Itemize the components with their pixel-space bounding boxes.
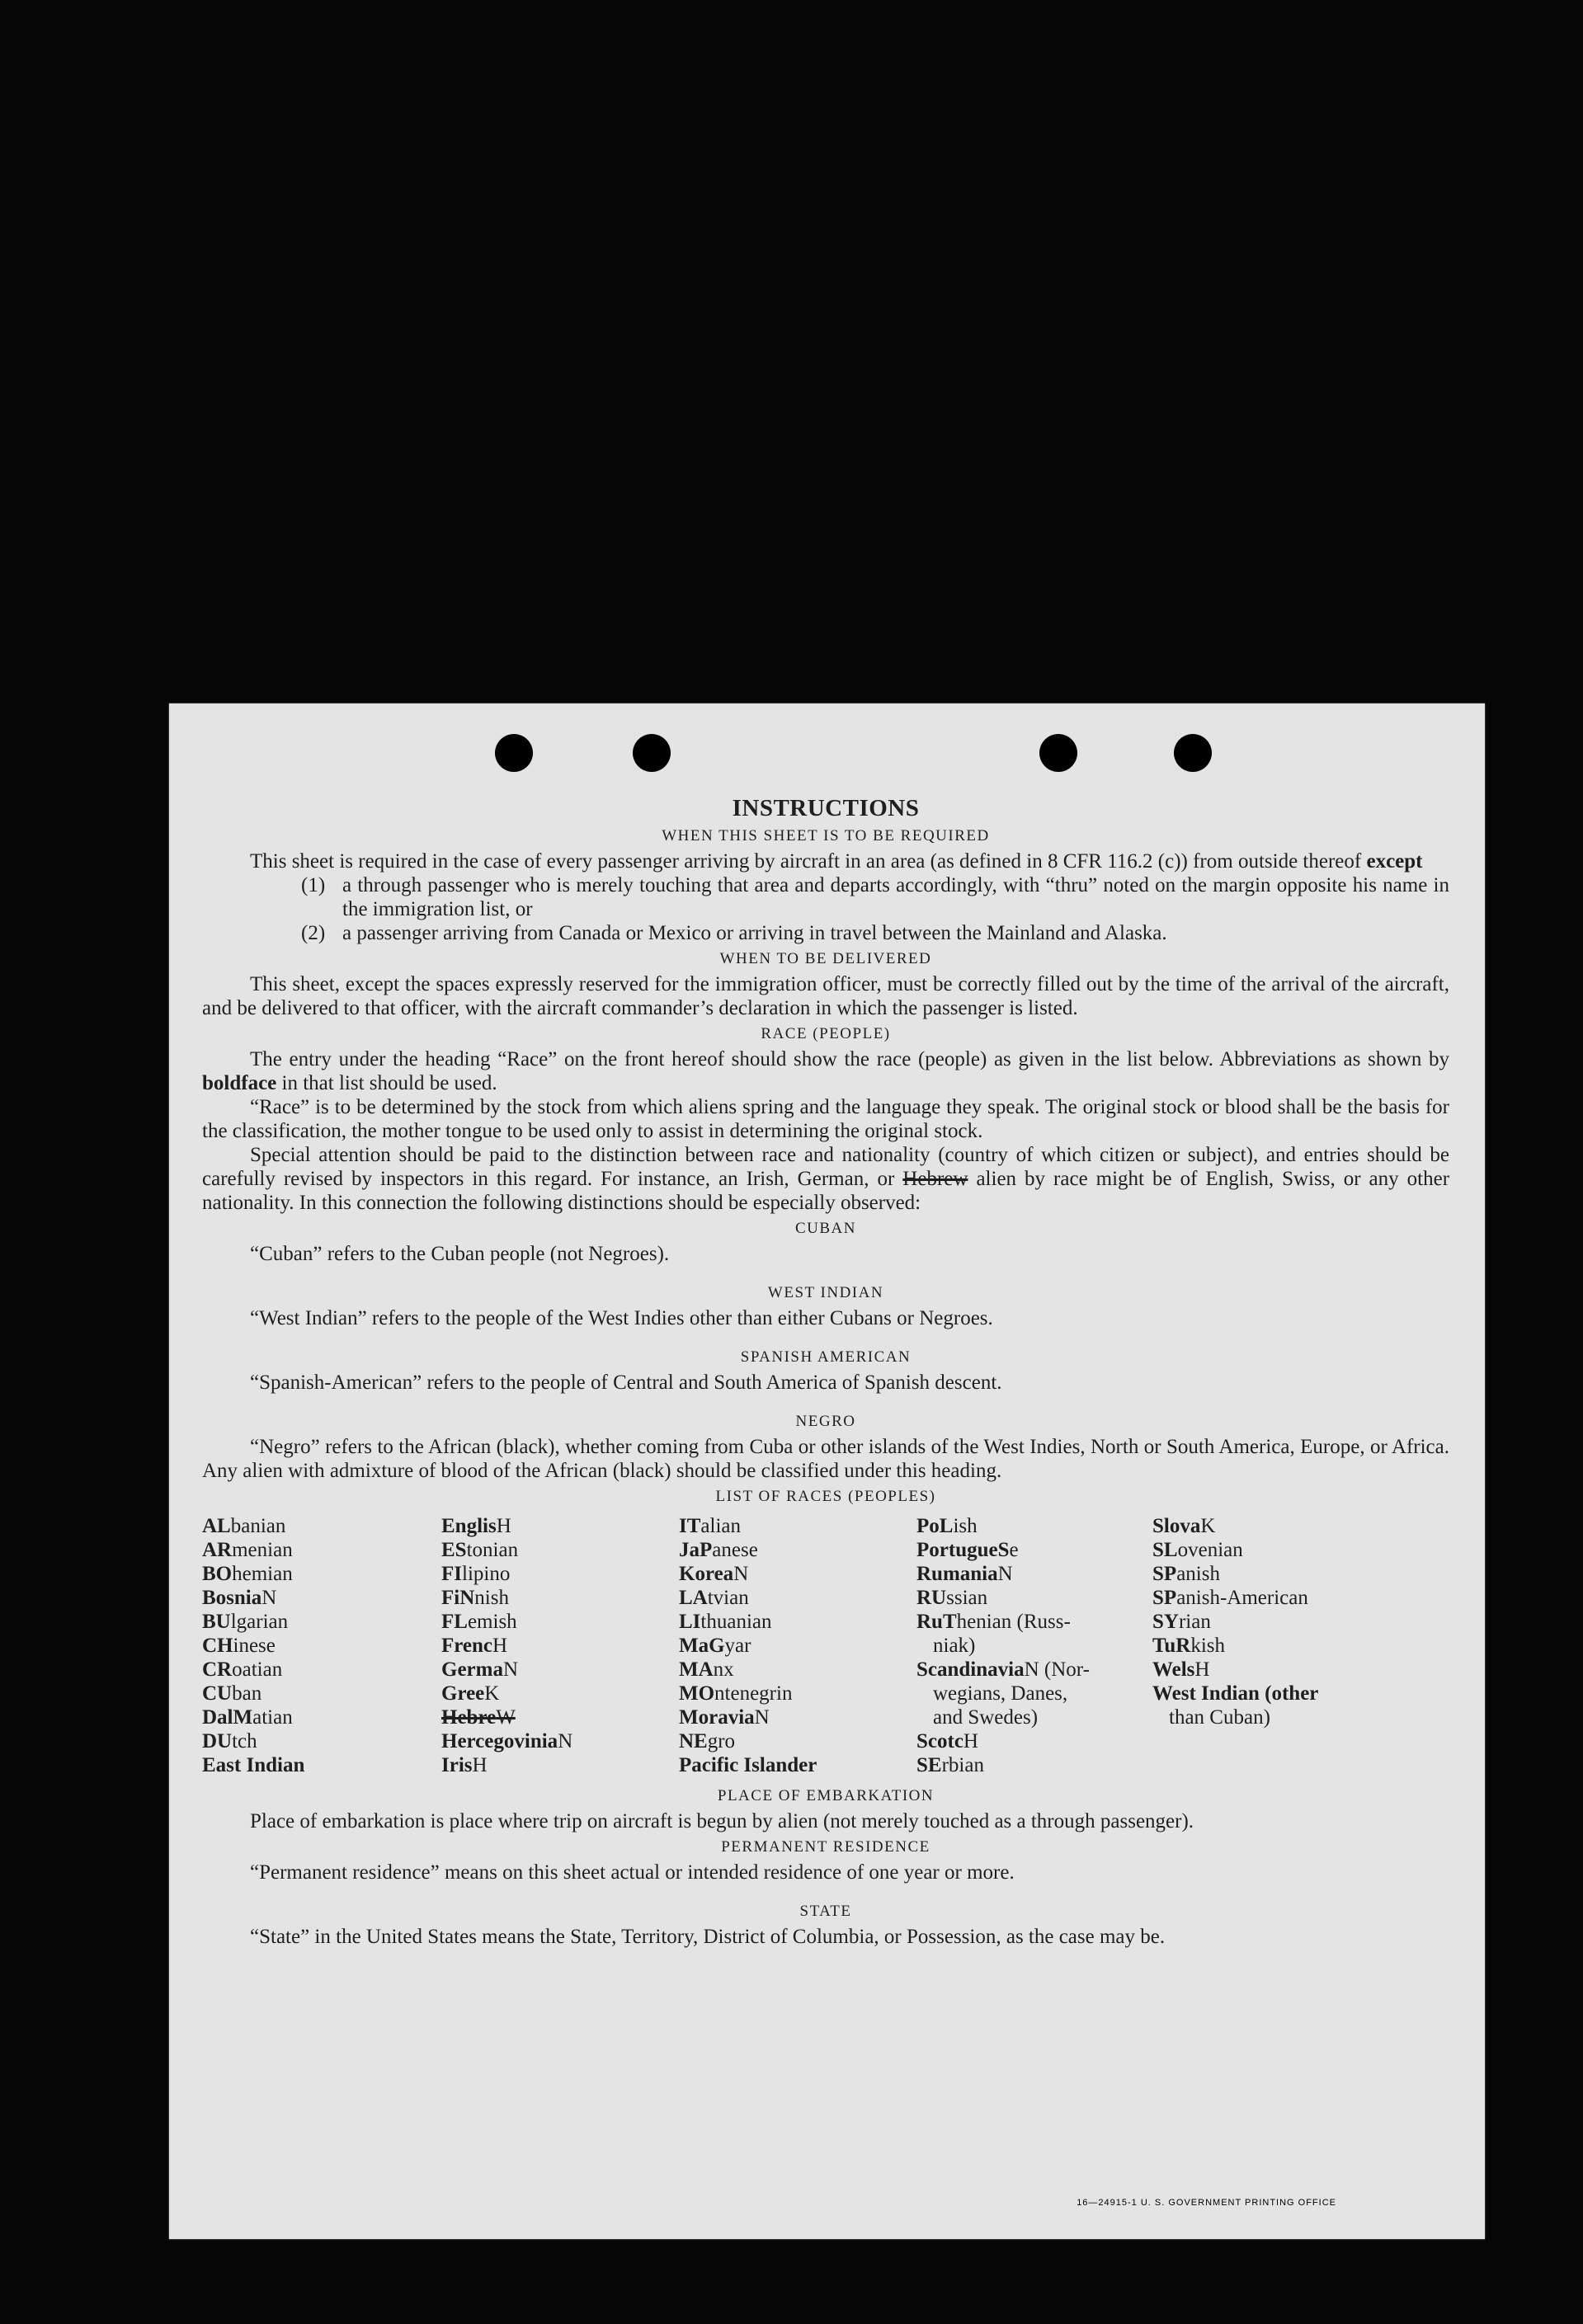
race-entry: East Indian (202, 1754, 305, 1776)
race-entry: PortugueSe (916, 1539, 1019, 1561)
race-entry: wegians, Danes, (933, 1682, 1068, 1705)
heading-spanish-american: SPANISH AMERICAN (740, 1348, 912, 1366)
punch-hole (495, 734, 533, 772)
punch-hole (1039, 734, 1077, 772)
race-entry: SPanish-American (1152, 1587, 1308, 1609)
document-sheet (169, 703, 1485, 2239)
races-column (679, 1514, 916, 1777)
race-entry: than Cuban) (1169, 1706, 1270, 1729)
race-entry: MAnx (679, 1658, 734, 1681)
race-entry: SPanish (1152, 1563, 1220, 1585)
heading-list-of-races: LIST OF RACES (PEOPLES) (715, 1488, 936, 1505)
state-text: “State” in the United States means the State, Territory, District of Columbia, or Possession, as the case may be. (250, 1926, 1166, 1948)
race-entry: MaGyar (679, 1635, 751, 1657)
permanent-residence-text: “Permanent residence” means on this sheet actual or intended residence of one year or more. (250, 1861, 1015, 1884)
race-entry: FIlipino (441, 1563, 511, 1585)
races-column (441, 1514, 679, 1777)
race-entry: RuThenian (Russ- (916, 1611, 1071, 1633)
race-entry: MOntenegrin (679, 1682, 793, 1705)
race-entry: DalMatian (202, 1706, 293, 1729)
cuban-text: “Cuban” refers to the Cuban people (not Negroes). (250, 1243, 670, 1265)
heading-when-delivered: WHEN TO BE DELIVERED (719, 950, 932, 967)
race-entry: EnglisH (441, 1515, 511, 1537)
race-entry: SErbian (916, 1754, 984, 1776)
race-entry: CUban (202, 1682, 262, 1705)
race-entry: TuRkish (1152, 1635, 1226, 1657)
race-entry: IrisH (441, 1754, 488, 1776)
race-entry: ScandinaviaN (Nor- (916, 1658, 1090, 1681)
races-column (1152, 1514, 1367, 1777)
races-column (916, 1514, 1152, 1777)
race-entry: RUssian (916, 1587, 988, 1609)
race-entry: ScotcH (916, 1730, 978, 1752)
race-entry: JaPanese (679, 1539, 758, 1561)
race-entry: West Indian (other (1152, 1682, 1319, 1705)
race-entry: GermaN (441, 1658, 519, 1681)
race-entry: WelsH (1152, 1658, 1210, 1681)
race-entry: CHinese (202, 1635, 276, 1657)
heading-cuban: CUBAN (794, 1220, 856, 1237)
page-title: INSTRUCTIONS (732, 795, 920, 821)
heading-west-indian: WEST INDIAN (767, 1284, 884, 1301)
race-entry: SYrian (1152, 1611, 1211, 1633)
race-entry: LAtvian (679, 1587, 749, 1609)
punch-hole (1174, 734, 1212, 772)
race-entry: EStonian (441, 1539, 519, 1561)
heading-race: RACE (PEOPLE) (761, 1025, 891, 1042)
race-entry: ARmenian (202, 1539, 293, 1561)
race-paragraph-2: “Race” is to be determined by the stock from which aliens spring and the language they speak. The original stock or blood shall be the basis for the classification, the mother tongue to be used only to assist in determining the original stock. (202, 1096, 1449, 1142)
heading-when-required: WHEN THIS SHEET IS TO BE REQUIRED (662, 827, 990, 844)
embarkation-text: Place of embarkation is place where trip on aircraft is begun by alien (not merely touched as a through passenger). (250, 1810, 1194, 1832)
race-entry: FiNnish (441, 1587, 509, 1609)
race-paragraph-1: The entry under the heading “Race” on the front hereof should show the race (people) as given in the list below. Abbreviations as shown by boldface in that list should be used. (202, 1048, 1449, 1094)
race-entry: ITalian (679, 1515, 741, 1537)
when-delivered-text: This sheet, except the spaces expressly reserved for the immigration officer, must be correctly filled out by the time of the arrival of the aircraft, and be delivered to that officer, with the aircraft commander’s declaration in which the passenger is listed. (202, 973, 1449, 1019)
heading-permanent-residence: PERMANENT RESIDENCE (721, 1838, 930, 1856)
race-entry: BosniaN (202, 1587, 277, 1609)
negro-text: “Negro” refers to the African (black), whether coming from Cuba or other islands of the West Indies, North or South America, Europe, or Africa. Any alien with admixture of blood of the African (black) should be classified under this heading. (202, 1436, 1449, 1482)
heading-embarkation: PLACE OF EMBARKATION (717, 1787, 935, 1804)
heading-negro: NEGRO (795, 1413, 856, 1430)
heading-state: STATE (799, 1903, 852, 1920)
race-entry: HercegoviniaN (441, 1730, 573, 1752)
race-entry: BUlgarian (202, 1611, 289, 1633)
race-entry: CRoatian (202, 1658, 283, 1681)
race-paragraph-3: Special attention should be paid to the distinction between race and nationality (country of which citizen or subject), and entries should be carefully revised by inspectors in this regard. For instance, an Irish, German, or Hebrew alien by race might be of English, Swiss, or any other nationality. In this connection the following distinctions should be especially observed: (202, 1144, 1450, 1214)
race-entry: KoreaN (679, 1563, 749, 1585)
race-entry: ALbanian (202, 1515, 286, 1537)
punch-hole (633, 734, 671, 772)
race-entry: PoLish (916, 1515, 978, 1537)
race-entry: HebreW (441, 1706, 516, 1729)
when-required-intro: This sheet is required in the case of every passenger arriving by aircraft in an area (as defined in 8 CFR 116.2 (c)) from outside thereof except (250, 850, 1423, 873)
race-entry: FrencH (441, 1635, 508, 1657)
west-indian-text: “West Indian” refers to the people of the West Indies other than either Cubans or Negroes. (250, 1307, 993, 1329)
race-entry: and Swedes) (933, 1706, 1039, 1729)
race-entry: BOhemian (202, 1563, 293, 1585)
race-entry: SlovaK (1152, 1515, 1216, 1537)
race-entry: DUtch (202, 1730, 257, 1752)
list-item: (2) a passenger arriving from Canada or Mexico or arriving in travel between the Mainland and Alaska. (301, 922, 1167, 944)
spanish-american-text: “Spanish-American” refers to the people of Central and South America of Spanish descent. (250, 1371, 1002, 1394)
race-entry: LIthuanian (679, 1611, 772, 1633)
race-entry: GreeK (441, 1682, 500, 1705)
race-entry: MoraviaN (679, 1706, 770, 1729)
race-entry: FLemish (441, 1611, 517, 1633)
printer-footer: 16—24915-1 U. S. GOVERNMENT PRINTING OFFICE (1077, 2198, 1336, 2208)
race-entry: SLovenian (1152, 1539, 1243, 1561)
races-column (202, 1514, 441, 1777)
race-entry: RumaniaN (916, 1563, 1013, 1585)
list-item: (1) a through passenger who is merely touching that area and departs accordingly, with “thru” noted on the margin opposite his name in the immigration list, or (301, 874, 1449, 920)
race-entry: NEgro (679, 1730, 736, 1752)
race-entry: Pacific Islander (679, 1754, 817, 1776)
instructions-content (202, 794, 1449, 1949)
races-list (202, 1514, 1449, 1777)
race-entry: niak) (933, 1635, 976, 1657)
